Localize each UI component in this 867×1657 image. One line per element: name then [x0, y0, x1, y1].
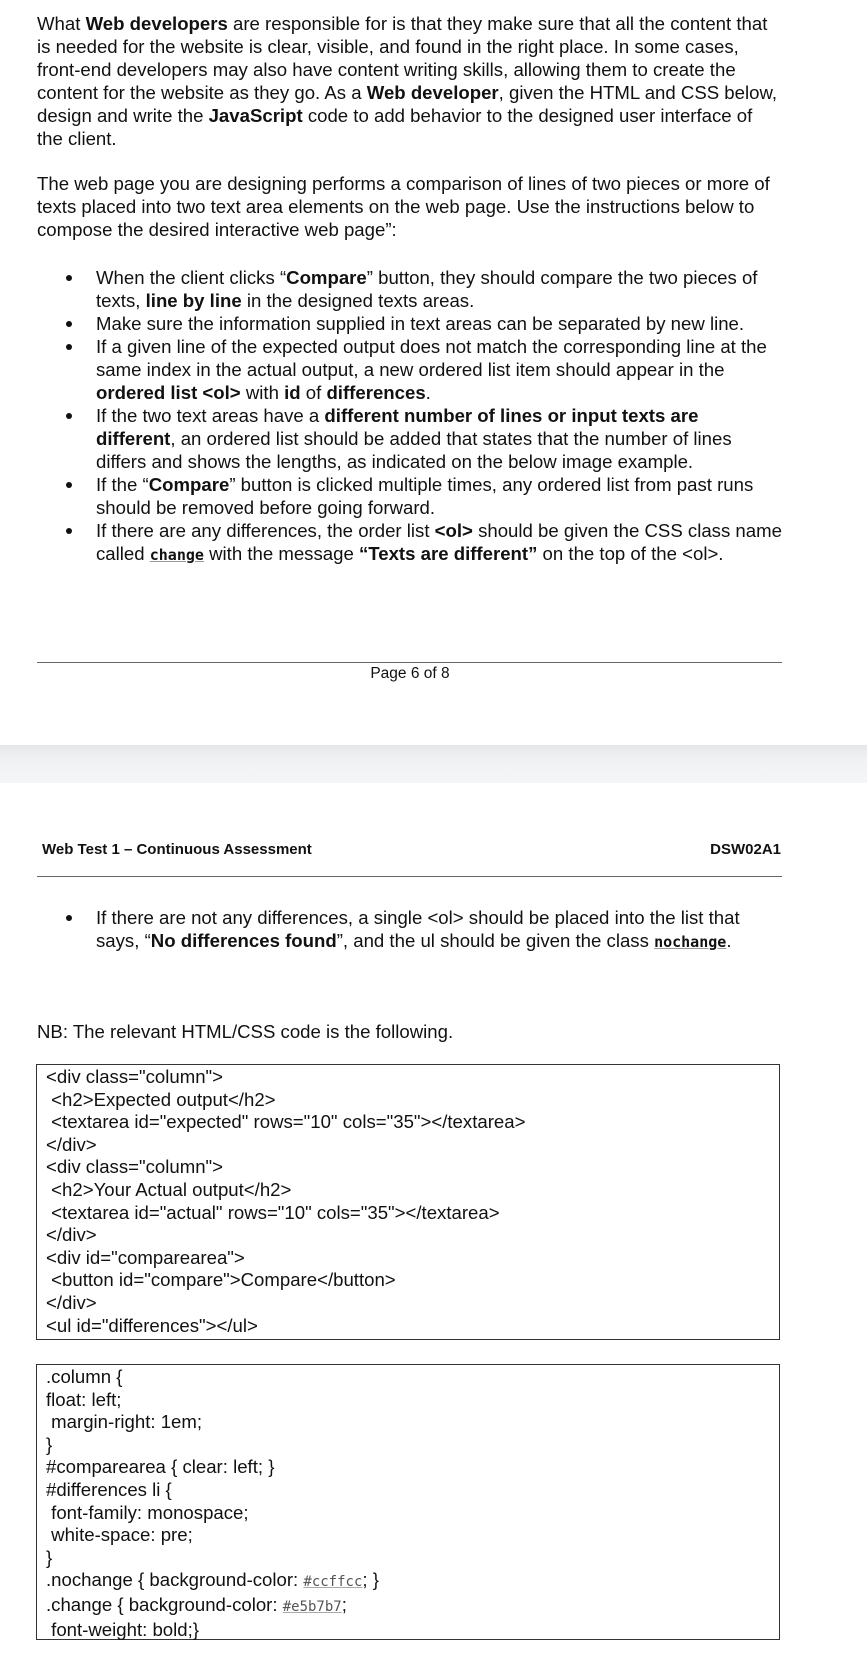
class-name-change: change [149, 546, 204, 564]
code-line: <h2>Your Actual output</h2> [46, 1178, 292, 1200]
color-value: #e5b7b7 [282, 1598, 342, 1615]
list-item: If the two text areas have a different number of lines or input texts are different, an ordered list should be added that states that the number of lines differs and shows the lengths, as indicated on the below image example. [37, 404, 782, 473]
code-line: <ul id="differences"></ul> [46, 1314, 258, 1336]
bold-text: JavaScript [208, 105, 303, 126]
footer-divider [37, 662, 782, 663]
list-item: If there are any differences, the order list <ol> should be given the CSS class name called change with the message “Texts are different” on the top of the <ol>. [37, 519, 782, 567]
code-line: .nochange { background-color: #ccffcc; } [46, 1569, 379, 1591]
code-line: <div class="column"> [46, 1156, 224, 1178]
code-line: <button id="compare">Compare</button> [46, 1269, 396, 1291]
bold-text: Web developers [85, 13, 228, 34]
code-line: <h2>Expected output</h2> [46, 1088, 276, 1110]
class-name-nochange: nochange [654, 933, 727, 951]
code-line: margin-right: 1em; [46, 1411, 203, 1433]
html-code-box [36, 1064, 780, 1340]
code-line: .change { background-color: #e5b7b7; [46, 1593, 347, 1615]
page-gap [0, 745, 867, 783]
list-item: If the “Compare” button is clicked multiple times, any ordered list from past runs should be removed before going forward. [37, 473, 782, 519]
code-line: </div> [46, 1224, 97, 1246]
header-divider [37, 876, 782, 877]
code-line: font-weight: bold;} [46, 1618, 199, 1640]
header-title: Web Test 1 – Continuous Assessment [42, 841, 312, 858]
code-line: white-space: pre; [46, 1524, 193, 1546]
code-line: </div> [46, 1133, 97, 1155]
bold-text: Web developer [366, 82, 499, 103]
code-line: <div class="column"> [46, 1066, 224, 1087]
header-code: DSW02A1 [710, 841, 781, 858]
page-six [0, 0, 867, 745]
code-line: <textarea id="expected" rows="10" cols="35"></textarea> [46, 1111, 526, 1133]
list-item: If a given line of the expected output does not match the corresponding line at the same index in the actual output, a new ordered list item should appear in the ordered list <ol> with id of differences. [37, 335, 782, 404]
code-line: </div> [46, 1291, 97, 1313]
list-item: If there are not any differences, a single <ol> should be placed into the list that says, “No differences found”, and the ul should be given the class nochange. [37, 906, 782, 954]
intro-paragraph [37, 12, 782, 150]
list-item: Make sure the information supplied in text areas can be separated by new line. [37, 312, 782, 335]
code-line: } [46, 1546, 53, 1568]
css-code-box [36, 1364, 780, 1640]
code-line: } [46, 1433, 53, 1455]
code-line: font-family: monospace; [46, 1501, 249, 1523]
note-text: NB: The relevant HTML/CSS code is the following. [37, 1021, 454, 1042]
code-line: <div id="comparearea"> [46, 1246, 245, 1268]
text: , given the HTML and CSS below, design and write the [37, 82, 778, 126]
code-line: #differences li { [46, 1478, 172, 1500]
page-footer: Page 6 of 8 [370, 665, 450, 682]
color-value: #ccffcc [303, 1574, 363, 1591]
list-item: When the client clicks “Compare” button, they should compare the two pieces of texts, line by line in the designed texts areas. [37, 266, 782, 312]
instruction-list-continued [37, 906, 782, 954]
text: code to add behavior to the designed user interface of the client. [37, 105, 753, 149]
text: What [37, 13, 86, 34]
instruction-list [37, 266, 782, 567]
task-paragraph: The web page you are designing performs a comparison of lines of two pieces or more of texts placed into two text area elements on the web page. Use the instructions below to compose the desired interactive web page”: [37, 173, 770, 240]
text: are responsible for is that they make sure that all the content that is needed for the website is clear, visible, and found in the right place. In some cases, front-end developers may also have content writing skills, allowing them to create the content for the website as they go. As a [37, 13, 768, 103]
code-line: float: left; [46, 1388, 122, 1410]
code-line: .column { [46, 1366, 123, 1387]
code-line: #comparearea { clear: left; } [46, 1456, 275, 1478]
code-line: <textarea id="actual" rows="10" cols="35"></textarea> [46, 1201, 500, 1223]
